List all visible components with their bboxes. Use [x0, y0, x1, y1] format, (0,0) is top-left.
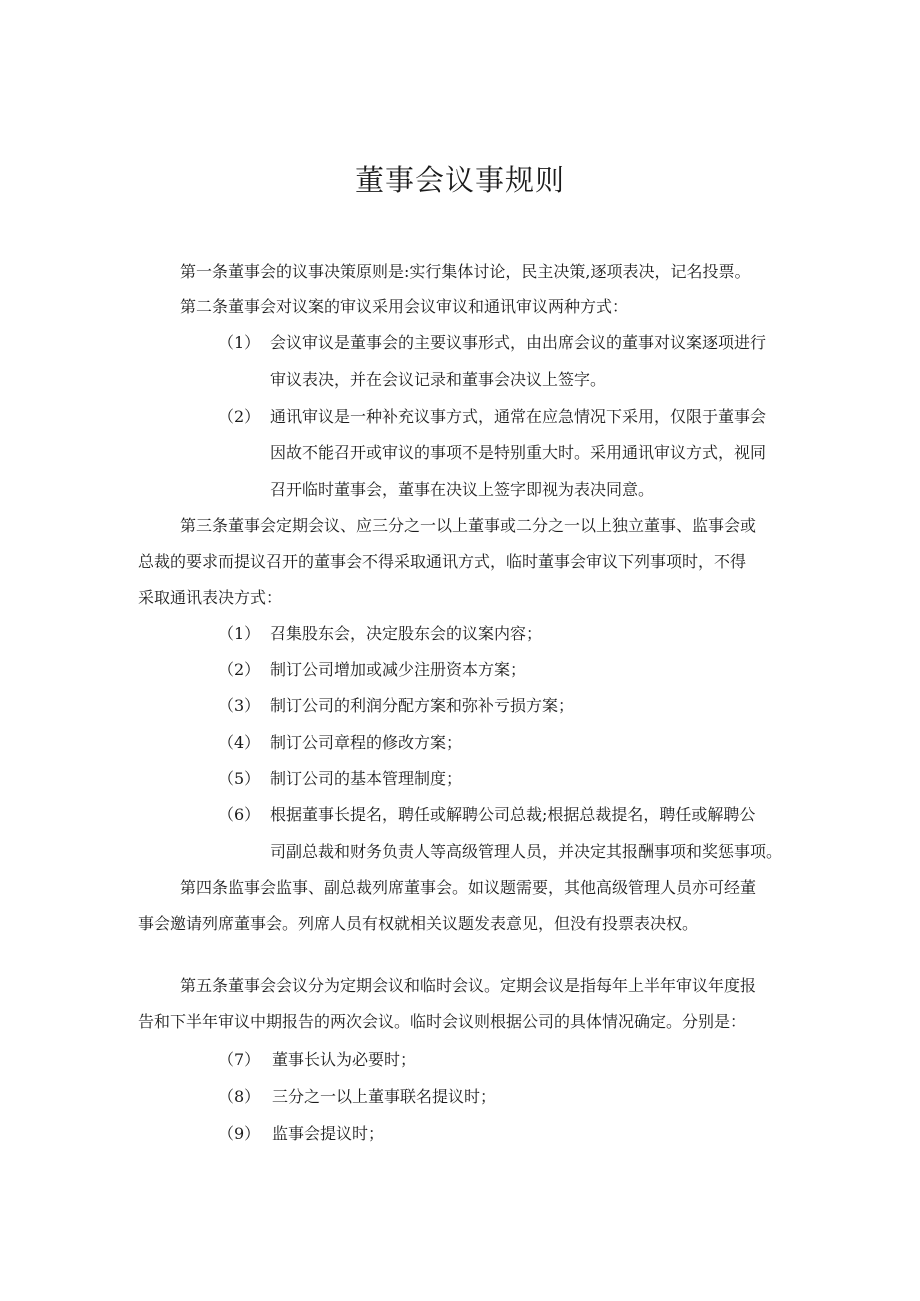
article-3-line: 总裁的要求而提议召开的董事会不得采取通讯方式，临时董事会审议下列事项时，不得 — [138, 552, 747, 571]
item-text: 召集股东会，决定股东会的议案内容； — [270, 624, 543, 643]
item-number: （6） — [218, 805, 261, 824]
item-number: （2） — [218, 660, 261, 679]
article-4-line: 第四条监事会监事、副总裁列席董事会。如议题需要，其他高级管理人员亦可经董 — [180, 878, 757, 897]
item-number: （9） — [218, 1124, 261, 1143]
item-text: 因故不能召开或审议的事项不是特别重大时。采用通讯审议方式，视同 — [270, 443, 767, 462]
article-3-line: 采取通讯表决方式： — [138, 588, 283, 607]
document-title: 董事会议事规则 — [354, 163, 565, 197]
item-number: （8） — [218, 1087, 261, 1106]
item-number: （5） — [218, 769, 261, 788]
article-5-line: 告和下半年审议中期报告的两次会议。临时会议则根据公司的具体情况确定。分别是： — [138, 1012, 747, 1031]
item-text: 制订公司章程的修改方案； — [270, 733, 463, 752]
item-number: （1） — [218, 333, 261, 352]
item-text: 召开临时董事会，董事在决议上签字即视为表决同意。 — [270, 480, 655, 499]
item-number: （2） — [218, 407, 261, 426]
item-text: 会议审议是董事会的主要议事形式，由出席会议的董事对议案逐项进行 — [270, 333, 767, 352]
item-text: 制订公司的利润分配方案和弥补亏损方案； — [270, 696, 575, 715]
article-3-line: 第三条董事会定期会议、应三分之一以上董事或二分之一以上独立董事、监事会或 — [180, 516, 757, 535]
item-number: （7） — [218, 1050, 261, 1069]
item-text: 司副总裁和财务负责人等高级管理人员，并决定其报酬事项和奖惩事项。 — [270, 842, 783, 861]
item-text: 根据董事长提名，聘任或解聘公司总裁;根据总裁提名，聘任或解聘公 — [270, 805, 756, 824]
item-text: 三分之一以上董事联名提议时； — [272, 1087, 497, 1106]
item-text: 监事会提议时； — [272, 1124, 385, 1143]
item-number: （3） — [218, 696, 261, 715]
item-text: 制订公司增加或减少注册资本方案； — [270, 660, 527, 679]
article-4-line: 事会邀请列席董事会。列席人员有权就相关议题发表意见，但没有投票表决权。 — [138, 914, 699, 933]
article-5-line: 第五条董事会会议分为定期会议和临时会议。定期会议是指每年上半年审议年度报 — [180, 976, 757, 995]
item-number: （4） — [218, 733, 261, 752]
item-text: 制订公司的基本管理制度； — [270, 769, 463, 788]
article-2: 第二条董事会对议案的审议采用会议审议和通讯审议两种方式： — [180, 297, 629, 316]
article-1: 第一条董事会的议事决策原则是:实行集体讨论，民主决策,逐项表决，记名投票。 — [180, 262, 751, 281]
item-number: （1） — [218, 624, 261, 643]
item-text: 董事长认为必要时； — [272, 1050, 417, 1069]
item-text: 审议表决，并在会议记录和董事会决议上签字。 — [270, 370, 607, 389]
item-text: 通讯审议是一种补充议事方式，通常在应急情况下采用，仅限于董事会 — [270, 407, 767, 426]
